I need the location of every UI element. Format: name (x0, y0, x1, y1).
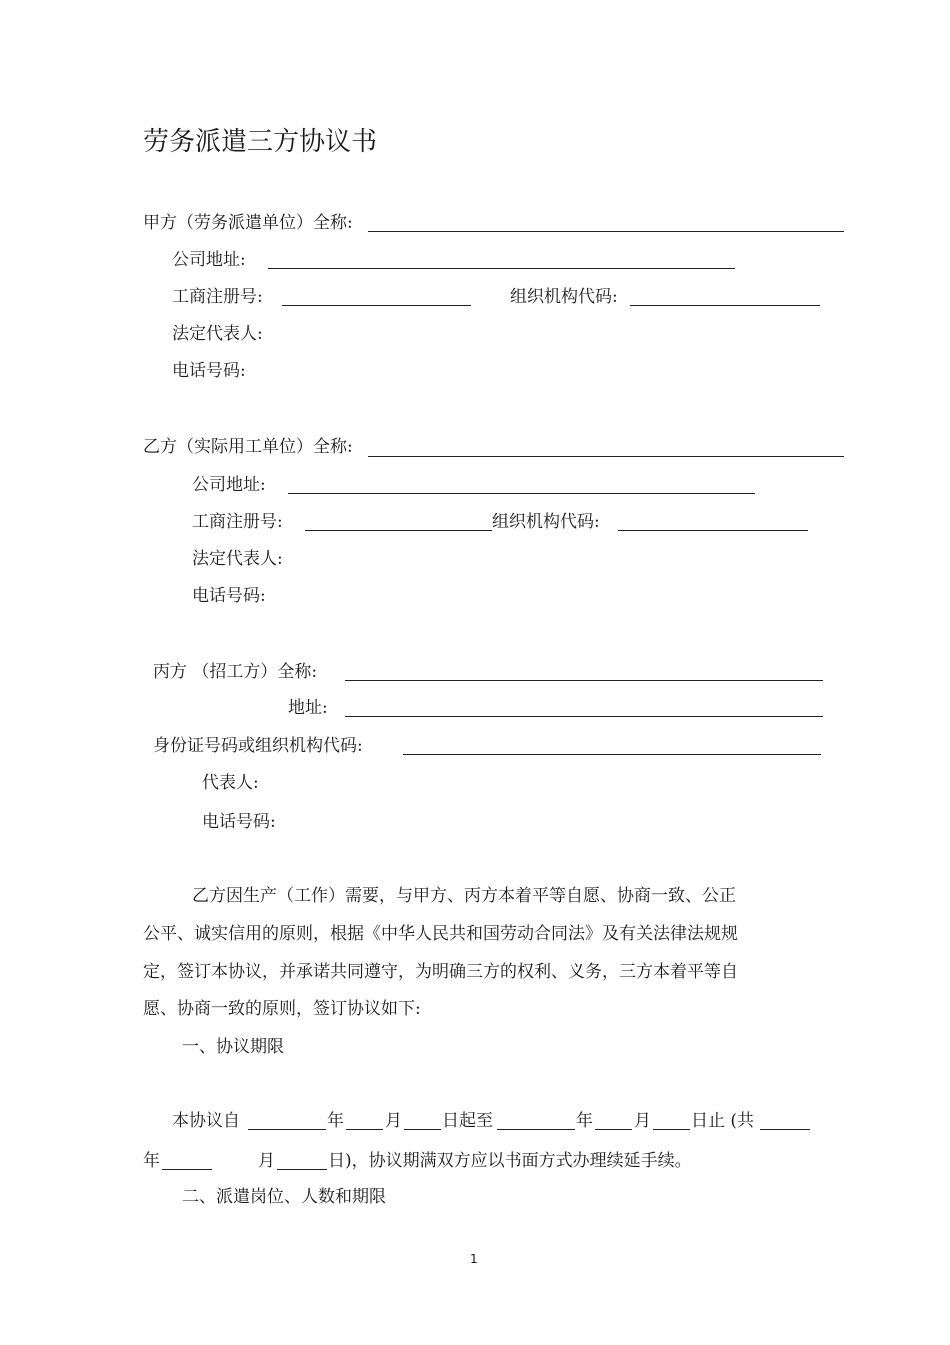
start-month-field[interactable] (346, 1129, 383, 1130)
end-month-field[interactable] (595, 1129, 632, 1130)
party-b-org-code-label: 组织机构代码: (492, 512, 600, 532)
party-a-reg-field[interactable] (282, 305, 471, 306)
party-c-id-field[interactable] (403, 754, 821, 755)
start-day-unit: 日起至 (442, 1111, 493, 1131)
party-a-reg-label: 工商注册号: (172, 287, 263, 307)
party-b-address-field[interactable] (288, 493, 755, 494)
start-year-unit: 年 (327, 1111, 344, 1131)
party-a-address-label: 公司地址: (172, 250, 246, 270)
intro-line-1: 乙方因生产（工作）需要，与甲方、丙方本着平等自愿、协商一致、公正 (192, 886, 736, 906)
total-months-field[interactable] (162, 1169, 212, 1170)
page-number: 1 (470, 1252, 478, 1266)
party-c-phone-label: 电话号码: (202, 812, 276, 832)
term-renewal-text: 日)，协议期满双方应以书面方式办理续延手续。 (328, 1151, 692, 1171)
intro-line-4: 愿、协商一致的原则，签订协议如下: (143, 999, 421, 1019)
party-a-legal-rep-label: 法定代表人: (172, 324, 263, 344)
party-c-address-label: 地址: (288, 698, 328, 718)
document-title: 劳务派遣三方协议书 (143, 127, 378, 157)
party-a-org-code-field[interactable] (630, 305, 820, 306)
party-a-phone-label: 电话号码: (172, 361, 246, 381)
total-years-field[interactable] (760, 1129, 810, 1130)
party-c-name-field[interactable] (345, 680, 823, 681)
end-year-unit: 年 (576, 1111, 593, 1131)
party-a-org-code-label: 组织机构代码: (510, 287, 618, 307)
total-month-unit: 月 (258, 1151, 275, 1171)
end-day-unit: 日止 (共 (691, 1111, 755, 1131)
party-a-name-field[interactable] (368, 231, 844, 232)
party-b-heading: 乙方（实际用工单位）全称: (143, 437, 353, 457)
party-b-name-field[interactable] (368, 456, 844, 457)
party-b-org-code-field[interactable] (618, 530, 808, 531)
term-from-label: 本协议自 (172, 1111, 240, 1131)
party-b-phone-label: 电话号码: (192, 586, 266, 606)
start-month-unit: 月 (385, 1111, 402, 1131)
party-c-id-label: 身份证号码或组织机构代码: (153, 736, 363, 756)
party-c-address-field[interactable] (345, 716, 823, 717)
party-b-legal-rep-label: 法定代表人: (192, 549, 283, 569)
end-day-field[interactable] (653, 1129, 690, 1130)
end-month-unit: 月 (634, 1111, 651, 1131)
end-year-field[interactable] (497, 1129, 575, 1130)
section-2-heading: 二、派遣岗位、人数和期限 (182, 1187, 386, 1207)
start-day-field[interactable] (404, 1129, 441, 1130)
start-year-field[interactable] (248, 1129, 326, 1130)
party-c-rep-label: 代表人: (202, 773, 259, 793)
party-b-reg-label: 工商注册号: (192, 512, 283, 532)
section-1-heading: 一、协议期限 (182, 1037, 284, 1057)
total-days-field[interactable] (277, 1169, 327, 1170)
intro-line-3: 定，签订本协议，并承诺共同遵守，为明确三方的权利、义务，三方本着平等自 (143, 962, 738, 982)
party-b-reg-field[interactable] (305, 530, 492, 531)
intro-line-2: 公平、诚实信用的原则，根据《中华人民共和国劳动合同法》及有关法律法规规 (143, 924, 738, 944)
party-a-address-field[interactable] (268, 268, 735, 269)
party-b-address-label: 公司地址: (192, 475, 266, 495)
party-c-heading: 丙方 （招工方）全称: (153, 662, 318, 682)
party-a-heading: 甲方（劳务派遣单位）全称: (143, 213, 353, 233)
total-year-unit: 年 (143, 1151, 160, 1171)
